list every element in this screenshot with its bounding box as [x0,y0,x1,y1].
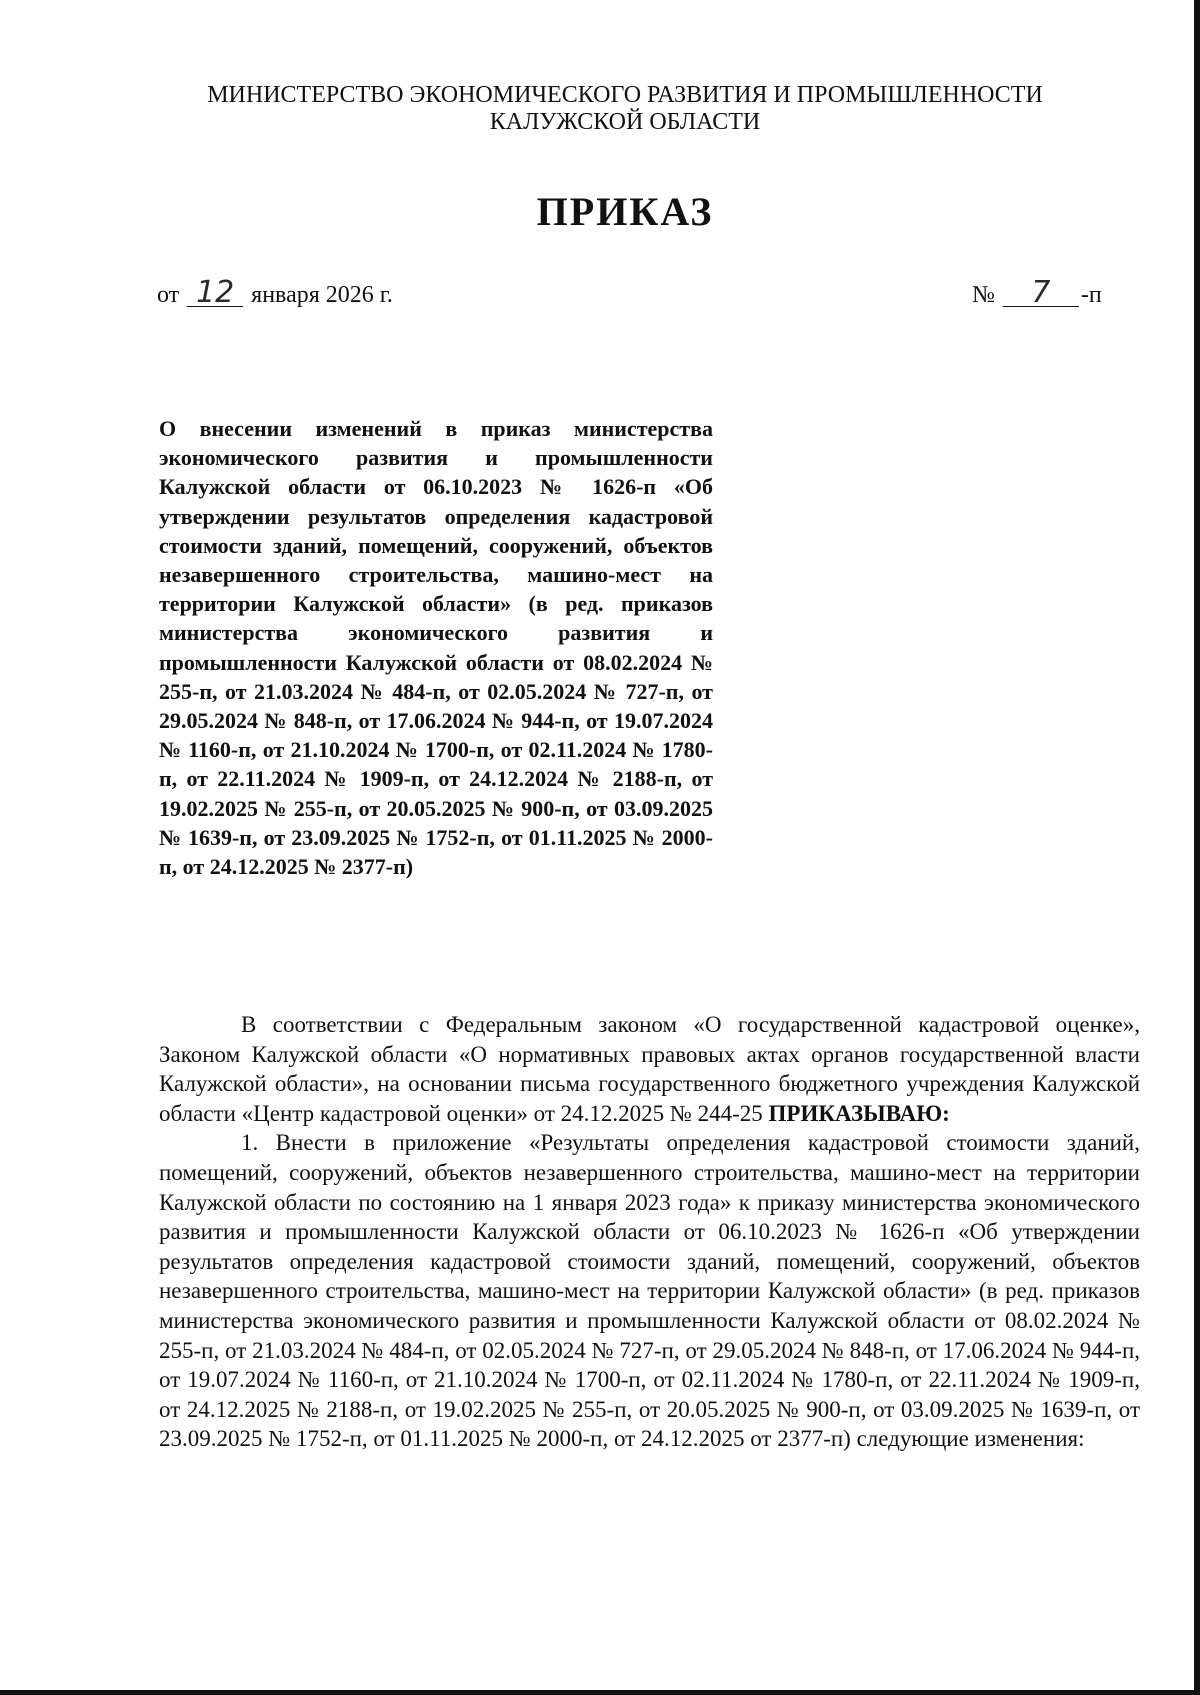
ministry-name [150,82,1100,136]
order-date [157,275,393,310]
ministry-name-line1: МИНИСТЕРСТВО ЭКОНОМИЧЕСКОГО РАЗВИТИЯ И ПРОМЫШЛЕННОСТИ [207,82,1043,108]
scan-edge-right [1194,0,1200,1690]
number-prefix: № [972,282,995,308]
ministry-name-line2: КАЛУЖСКОЙ ОБЛАСТИ [489,109,761,135]
date-rest: января 2026 г. [251,282,393,308]
order-subject: О внесении изменений в приказ министерства экономического развития и промышленности Калужской области от 06.10.2023 № 1626-п «Об утверждении результатов определения кадастровой стоимости зданий, помещений, сооружений, объектов незавершенного строительства, машино-мест на территории Калужской области» (в ред. приказов министерства экономического развития и промышленности Калужской области от 08.02.2024 № 255-п, от 21.03.2024 № 484-п, от 02.05.2024 № 727-п, от 29.05.2024 № 848-п, от 17.06.2024 № 944-п, от 19.07.2024 № 1160-п, от 21.10.2024 № 1700-п, от 02.11.2024 № 1780-п, от 22.11.2024 № 1909-п, от 24.12.2024 № 2188-п, от 19.02.2025 № 255-п, от 20.05.2025 № 900-п, от 03.09.2025 № 1639-п, от 23.09.2025 № 1752-п, от 01.11.2025 № 2000-п, от 24.12.2025 № 2377-п) [159,416,713,880]
preamble-paragraph [159,1010,1140,1128]
order-number [972,275,1102,310]
number-suffix: -п [1080,282,1102,308]
date-prefix: от [157,282,180,308]
handwritten-number: 7 [1003,280,1079,307]
item-1-paragraph: 1. Внести в приложение «Результаты определения кадастровой стоимости зданий, помещений, сооружений, объектов незавершенного строительства, машино-мест на территории Калужской области по состоянию на 1 января 2023 года» к приказу министерства экономического развития и промышленности Калужской области от 06.10.2023 № 1626-п «Об утверждении результатов определения кадастровой стоимости зданий, помещений, сооружений, объектов незавершенного строительства, машино-мест на территории Калужской области» (в ред. приказов министерства экономического развития и промышленности Калужской области от 08.02.2024 № 255-п, от 21.03.2024 № 484-п, от 02.05.2024 № 727-п, от 29.05.2024 № 848-п, от 17.06.2024 № 944-п, от 19.07.2024 № 1160-п, от 21.10.2024 № 1700-п, от 02.11.2024 № 1780-п, от 22.11.2024 № 1909-п, от 24.12.2025 № 2188-п, от 19.02.2025 № 255-п, от 20.05.2025 № 900-п, от 03.09.2025 № 1639-п, от 23.09.2025 № 1752-п, от 01.11.2025 № 2000-п, от 24.12.2025 от 2377-п) следующие изменения: [159,1130,1140,1452]
handwritten-day: 12 [187,280,243,307]
order-word: ПРИКАЗЫВАЮ: [768,1100,950,1126]
order-body [159,1010,1140,1454]
scan-edge-bottom [0,1690,1200,1695]
preamble-text: В соответствии с Федеральным законом «О государственной кадастровой оценке», Законом Калужской области «О нормативных правовых актах органов государственной власти Калужской области», на основании письма государственного бюджетного учреждения Калужской области «Центр кадастровой оценки» от 24.12.2025 № 244-25 [159,1012,1140,1126]
document-title: ПРИКАЗ [536,189,714,234]
